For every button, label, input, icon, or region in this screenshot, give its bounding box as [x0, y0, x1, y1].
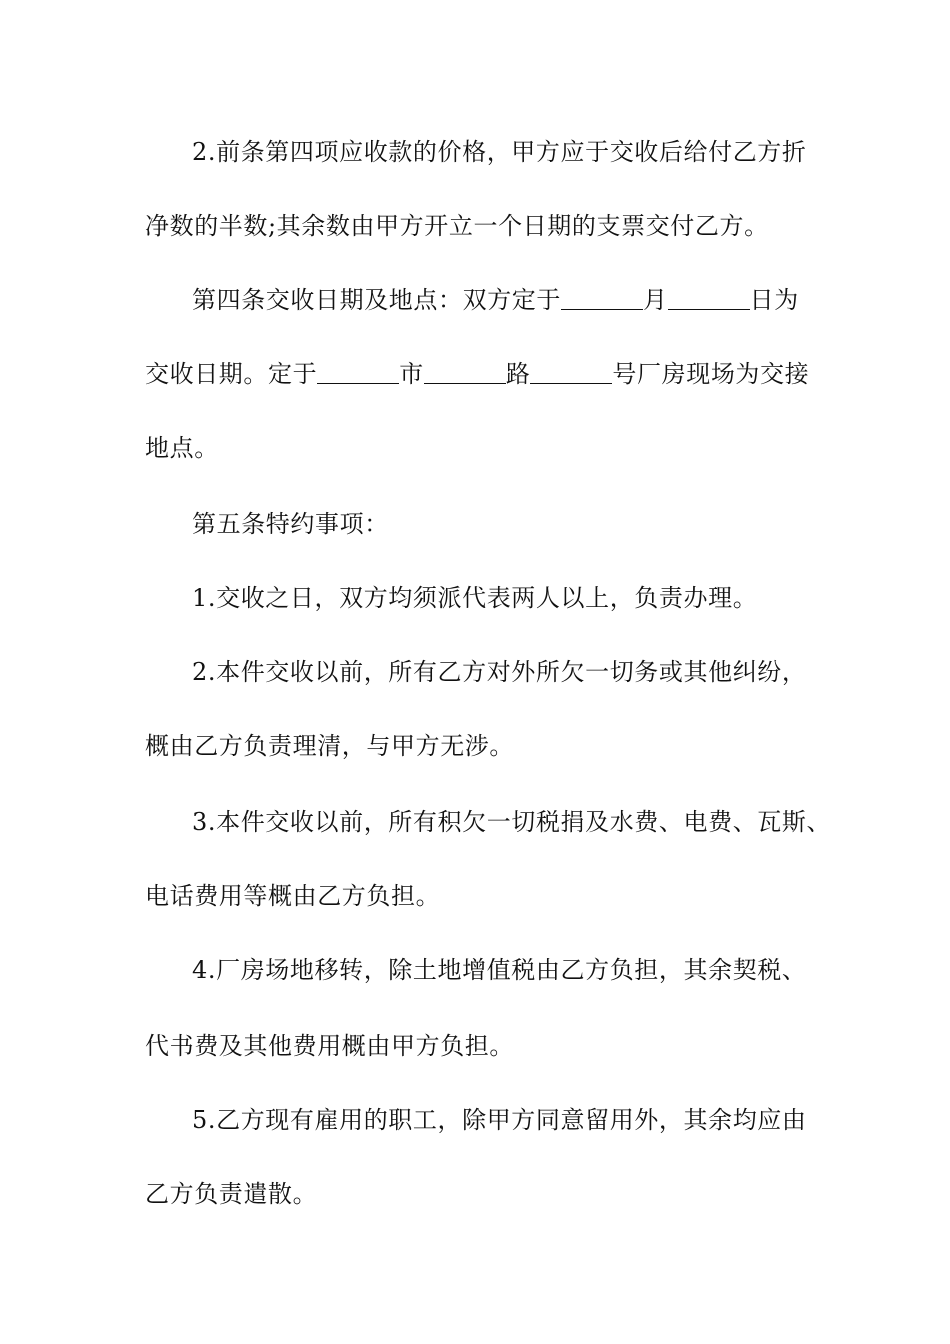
number-blank	[530, 359, 612, 384]
paragraph-line: 净数的半数;其余数由甲方开立一个日期的支票交付乙方。	[145, 212, 769, 240]
paragraph-line: 3.本件交收以前，所有积欠一切税捐及水费、电费、瓦斯、	[192, 808, 832, 836]
paragraph-line: 概由乙方负责理清，与甲方无涉。	[145, 732, 514, 760]
paragraph-line: 1.交收之日，双方均须派代表两人以上，负责办理。	[192, 584, 758, 612]
location-suffix: 号厂房现场为交接	[612, 360, 810, 388]
paragraph-line: 地点。	[145, 434, 219, 462]
city-blank	[317, 359, 399, 384]
city-label: 市	[399, 360, 424, 388]
paragraph-line: 4.厂房场地移转，除土地增值税由乙方负担，其余契税、	[192, 956, 807, 984]
paragraph-line: 5.乙方现有雇用的职工，除甲方同意留用外，其余均应由	[192, 1106, 807, 1134]
month-label: 月	[643, 286, 668, 314]
road-label: 路	[505, 360, 531, 388]
paragraph-line: 代书费及其他费用概由甲方负担。	[145, 1032, 514, 1060]
day-blank	[668, 285, 750, 310]
article4-location-line	[145, 358, 825, 390]
article4-prefix: 第四条交收日期及地点：双方定于	[192, 286, 561, 314]
road-blank	[424, 359, 506, 384]
month-blank	[561, 285, 643, 310]
article4-line	[192, 284, 872, 316]
location-prefix: 交收日期。定于	[145, 360, 318, 388]
day-label: 日为	[749, 286, 799, 314]
paragraph-line: 乙方负责遣散。	[145, 1180, 318, 1208]
paragraph-line: 2.本件交收以前，所有乙方对外所欠一切务或其他纠纷，	[192, 658, 807, 686]
paragraph-line: 电话费用等概由乙方负担。	[145, 882, 441, 910]
article5-heading: 第五条特约事项：	[192, 510, 389, 538]
paragraph-line: 2.前条第四项应收款的价格，甲方应于交收后给付乙方折	[192, 138, 807, 166]
